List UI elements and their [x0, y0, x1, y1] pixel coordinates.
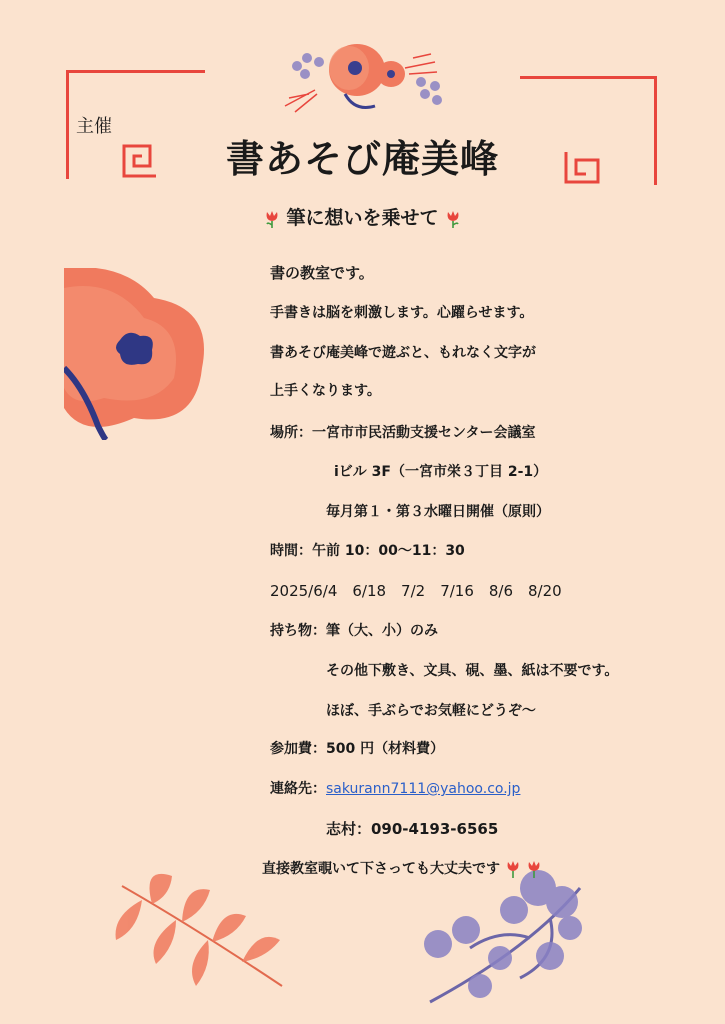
contact-line	[270, 778, 520, 798]
items-value: 筆（大、小）のみ	[326, 623, 438, 639]
time-value: 午前 10：00～11：30	[312, 543, 465, 559]
dates: 2025/6/4 6/18 7/2 7/16 8/6 8/20	[270, 582, 562, 600]
items-note-2: ほぼ、手ぶらでお気軽にどうぞ～	[326, 703, 536, 719]
items-note-1: その他下敷き、文具、硯、墨、紙は不要です。	[326, 663, 619, 679]
fee-line	[270, 738, 444, 758]
intro-line-2: 手書きは脳を刺激します。心躍らせます。	[270, 305, 534, 321]
venue-label: 場所：	[270, 425, 312, 441]
organizer-label: 主催	[76, 116, 112, 137]
bottom-right-berries	[410, 868, 590, 1008]
fee-label: 参加費：	[270, 741, 326, 757]
page-title: 書あそび庵美峰	[225, 137, 499, 181]
subtitle-text: 筆に想いを乗せて	[286, 207, 439, 229]
intro-line-4: 上手くなります。	[270, 383, 381, 399]
fee-value: 500 円（材料費）	[326, 741, 445, 757]
items-label: 持ち物：	[270, 623, 326, 639]
venue-name: 一宮市市民活動支援センター会議室	[312, 425, 536, 441]
contact-phone: 志村：090-4193-6565	[326, 820, 499, 838]
venue-address: iビル 3F（一宮市栄３丁目 2-1）	[334, 464, 548, 480]
tulip-icon	[445, 210, 461, 228]
closing-text: 直接教室覗いて下さっても大丈夫です	[262, 861, 500, 877]
tulip-icon	[526, 860, 542, 878]
time-line	[270, 540, 465, 560]
schedule: 毎月第１・第３水曜日開催（原則）	[326, 504, 550, 520]
contact-label: 連絡先：	[270, 781, 326, 797]
contact-email-link[interactable]: sakurann7111@yahoo.co.jp	[326, 781, 521, 797]
items-line	[270, 620, 438, 640]
venue-line	[270, 422, 535, 442]
closing-line	[262, 858, 542, 878]
subtitle	[0, 203, 725, 230]
tulip-icon	[264, 210, 280, 228]
intro-line-3: 書あそび庵美峰で遊ぶと、もれなく文字が	[270, 345, 536, 361]
large-left-flower	[64, 268, 214, 440]
intro-line-1: 書の教室です。	[270, 264, 374, 282]
top-flower-bouquet	[275, 28, 455, 118]
time-label: 時間：	[270, 543, 312, 559]
tulip-icon	[505, 860, 521, 878]
bottom-left-leaves	[112, 866, 312, 1006]
